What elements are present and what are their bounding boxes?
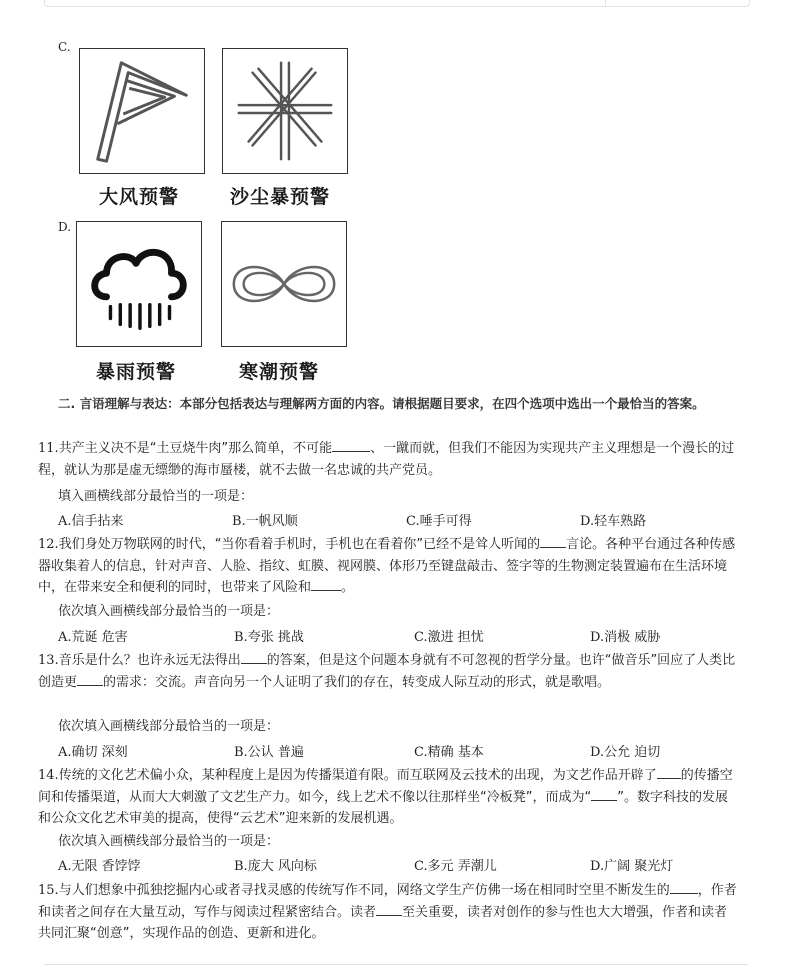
card-caption: 大风预警 <box>99 186 180 208</box>
option-c[interactable]: C.唾手可得 <box>406 514 472 529</box>
question-14-options <box>58 855 748 875</box>
option-d[interactable]: D.消极 威胁 <box>590 630 661 645</box>
option-d[interactable]: D.公允 迫切 <box>590 745 661 760</box>
option-c-label: C. <box>58 40 71 54</box>
answer-blank[interactable] <box>311 578 341 591</box>
option-a[interactable]: A.无限 香饽饽 <box>58 859 141 874</box>
option-a[interactable]: A.确切 深刻 <box>58 745 128 760</box>
wind-flag-icon <box>79 48 205 174</box>
answer-blank[interactable] <box>670 881 698 894</box>
option-a[interactable]: A.荒诞 危害 <box>58 630 128 645</box>
section-title: 二. 言语理解与表达：本部分包括表达与理解两方面的内容。请根据题目要求，在四个选项中选出一个最恰当的答案。 <box>58 396 705 411</box>
question-13: 13.音乐是什么？也许永远无法得出 的答案，但是这个问题本身就有不可忽视的哲学分量。也许“做音乐”回应了人类比创造更 的需求：交流。声音向另一个人证明了我们的存在，转变成人际互动的形式，就是歌唱。 <box>38 653 736 690</box>
option-b[interactable]: B.夸张 挑战 <box>234 630 304 645</box>
card-caption: 暴雨预警 <box>96 361 177 383</box>
question-11-options <box>58 510 748 530</box>
option-b[interactable]: B.庞大 风向标 <box>234 859 317 874</box>
question-stem: 填入画横线部分最恰当的一项是： <box>58 489 254 504</box>
question-12-options <box>58 626 748 646</box>
question-stem: 依次填入画横线部分最恰当的一项是： <box>58 834 280 849</box>
answer-blank[interactable] <box>591 788 617 801</box>
option-c[interactable]: C.多元 弄潮儿 <box>414 859 497 874</box>
option-d[interactable]: D.广阔 聚光灯 <box>590 859 674 874</box>
option-c[interactable]: C.精确 基本 <box>414 745 484 760</box>
question-stem: 依次填入画横线部分最恰当的一项是： <box>58 604 280 619</box>
card-caption: 寒潮预警 <box>239 361 320 383</box>
infinity-loop-icon <box>221 221 347 347</box>
question-14: 14.传统的文化艺术偏小众，某种程度上是因为传播渠道有限。而互联网及云技术的出现，为文艺作品开辟了 的传播空间和传播渠道，从而大大刺激了文艺生产力。如今，线上艺术不像以往那样坐“冷板凳”，而成为“ ”。数字科技的发展和公众文化艺术审美的提高，使得“云艺术”迎来新的发展机遇。 <box>38 768 733 826</box>
answer-blank[interactable] <box>657 766 681 779</box>
answer-blank[interactable] <box>376 903 402 916</box>
answer-blank[interactable] <box>77 673 103 686</box>
answer-blank[interactable] <box>540 535 566 548</box>
question-13-options <box>58 741 748 761</box>
option-b[interactable]: B.一帆风顺 <box>232 514 298 529</box>
card-caption: 沙尘暴预警 <box>230 186 331 208</box>
question-11: 11.共产主义决不是“土豆烧牛肉”那么简单，不可能 、一蹴而就，但我们不能因为实现共产主义理想是一个漫长的过程，就认为那是虚无缥缈的海市蜃楼，就不去做一名忠诚的共产党员。 <box>38 441 735 478</box>
question-stem: 依次填入画横线部分最恰当的一项是： <box>58 719 280 734</box>
question-15: 15.与人们想象中孤独挖掘内心或者寻找灵感的传统写作不同，网络文学生产仿佛一场在相同时空里不断发生的 ，作者和读者之间存在大量互动，写作与阅读过程紧密结合。读者 至关重要，读者对创作的参与性也大大增强，作者和读者共同汇聚“创意”，实现作品的创造、更新和进化。 <box>38 883 737 941</box>
option-c[interactable]: C.激进 担忧 <box>414 630 484 645</box>
top-frame-edge <box>44 0 750 7</box>
bottom-frame-edge <box>44 964 748 965</box>
option-d[interactable]: D.轻车熟路 <box>580 514 647 529</box>
answer-blank[interactable] <box>241 651 267 664</box>
option-d-label: D. <box>58 220 72 234</box>
option-a[interactable]: A.信手拈来 <box>58 514 124 529</box>
rain-cloud-icon <box>76 221 202 347</box>
question-12: 12.我们身处万物联网的时代，“当你看着手机时，手机也在看着你”已经不是耸人听闻的 言论。各种平台通过各种传感器收集着人的信息，针对声音、人脸、指纹、虹膜、视网膜、体形乃至键盘敲击、签字等的生物测定装置遍布在生活环境中，在带来安全和便利的同时，也带来了风险和 。 <box>38 537 736 595</box>
option-b[interactable]: B.公认 普遍 <box>234 745 304 760</box>
sandstorm-asterisk-icon <box>222 48 348 174</box>
answer-blank[interactable] <box>332 439 370 452</box>
